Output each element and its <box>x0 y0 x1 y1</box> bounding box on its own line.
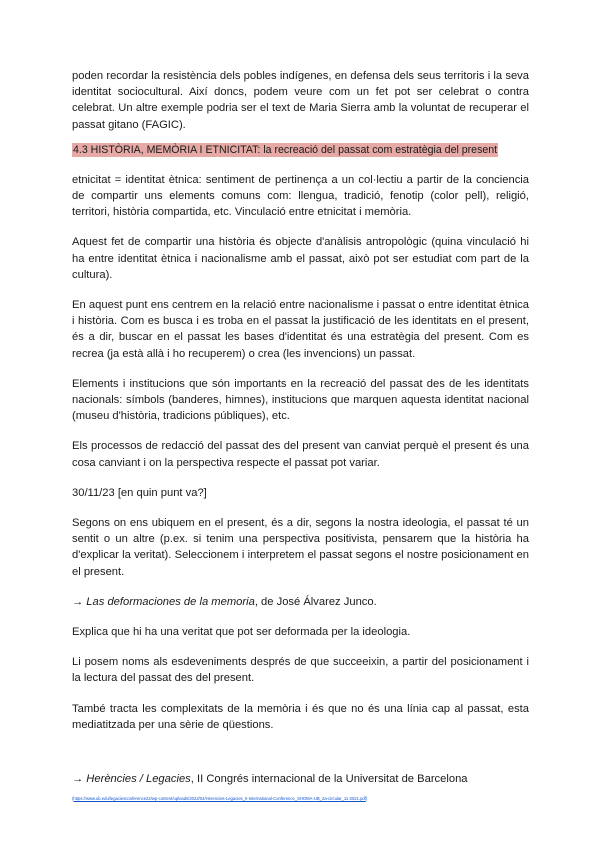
paragraph-veritat: Explica que hi ha una veritat que pot ser deformada per la ideologia. <box>72 626 411 639</box>
reference-author: , de José Álvarez Junco. <box>254 595 377 608</box>
reference-link-line <box>72 795 529 802</box>
reference-title: Herències / Legacies <box>86 773 191 786</box>
paragraph-nacionalisme: En aquest punt ens centrem en la relació entre nacionalisme i passat o entre identitat ètnica i història. Com es busca i es troba en el passat la justificació de les identitats en el present, és a dir, buscar en el passat les bases d'identitat és una estratègia del present. Com es recrea (ja està allà i ho recuperem) o crea (les invencions) un passat. <box>72 299 529 360</box>
reference-congress: , II Congrés internacional de la Universitat de Barcelona <box>190 773 468 786</box>
date-note: 30/11/23 [en quin punt va?] <box>72 486 207 499</box>
paragraph-ideologia: Segons on ens ubiquem en el present, és a dir, segons la nostra ideologia, el passat té un sentit o un altre (p.ex. si tenim una perspectiva positivista, pensarem que la història ha d'explicar la veritat). Seleccionem i interpretem el passat segons el nostre posicionament en el present. <box>72 517 529 578</box>
reference-herencies <box>72 771 529 787</box>
arrow-icon: → <box>72 773 87 786</box>
paragraph-processos: Els processos de redacció del passat des del present van canviat perquè el present és una cosa canviant i on la perspectiva respecte el passat pot variar. <box>72 440 529 469</box>
section-heading-highlight: 4.3 HISTÒRIA, MEMÒRIA I ETNICITAT: la recreació del passat com estratègia del present <box>73 143 498 156</box>
section-heading <box>72 142 529 158</box>
link-paren-close: ) <box>365 796 368 802</box>
reference-title: Las deformaciones de la memoria <box>86 595 255 608</box>
paragraph-intro: poden recordar la resistència dels pobles indígenes, en defensa dels seus territoris i la seva identitat sociocultural. Així doncs, podem veure com un fet pot ser celebrat o contra celebrat. Un altre exemple podria ser el text de Maria Sierra amb la voluntat de recuperar el passat gitano (FAGIC). <box>72 70 529 131</box>
reference-alvarez-junco <box>72 594 529 610</box>
paragraph-noms: Li posem noms als esdeveniments després de que succeeixin, a partir del posicionament i la lectura del passat des del present. <box>72 656 529 685</box>
paragraph-elements: Elements i institucions que són importants en la recreació del passat des de les identitats nacionals: símbols (banderes, himnes), institucions que marquen aquesta identitat nacional (museu d'història, tradicions públiques), etc. <box>72 377 529 423</box>
arrow-icon: → <box>72 595 87 608</box>
paragraph-antropologic: Aquest fet de compartir una història és objecte d'anàlisis antropològic (quina vinculació hi ha entre identitat ètnica i nacionalisme amb el passat, això pot ser estudiat com part de la cultura). <box>72 236 529 281</box>
link-paren-open: ( <box>72 796 74 802</box>
paragraph-complexitats: També tracta les complexitats de la memòria i és que no és una línia cap al passat, esta mediatitzada per una sèrie de qüestions. <box>72 702 529 731</box>
congress-pdf-link[interactable]: https://www.ub.edu/legaciesconference22/wp-content/uploads/2022/04/Herencies-Legacies_II-International-Conference_SHOMA-UB_2a-circular_11-2021.pdf <box>73 796 366 802</box>
paragraph-etnicitat: etnicitat = identitat ètnica: sentiment de pertinença a un col·lectiu a partir de la conciencia de compartir uns elements comuns com: llengua, tradició, fenotip (color pell), religió, territori, història compartida, etc. Vinculació entre etnicitat i memòria. <box>72 173 529 219</box>
